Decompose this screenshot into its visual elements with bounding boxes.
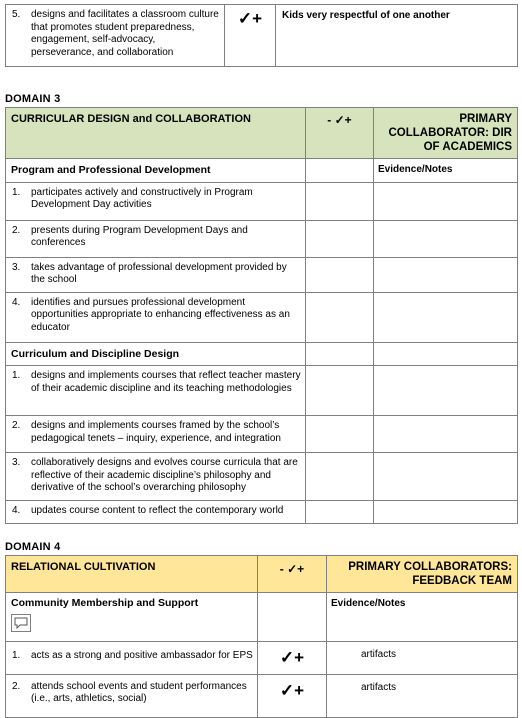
section-title-cell (6, 342, 306, 366)
domain3-scale: - ✓+ (327, 113, 352, 127)
table-row (6, 501, 306, 524)
notes-cell[interactable] (374, 453, 518, 501)
table-row (6, 292, 306, 342)
table-row (6, 220, 306, 257)
speech-bubble-icon[interactable] (11, 614, 31, 632)
rating-cell[interactable] (306, 220, 374, 257)
indicator-text: designs and facilitates a classroom culture that promotes student preparedness, engagement, self-advocacy, perseverance, and collaboration (31, 9, 219, 58)
note-text: Kids very respectful of one another (282, 10, 450, 21)
notes-cell[interactable] (374, 257, 518, 292)
table-row (6, 257, 306, 292)
section-title-cell (6, 593, 258, 642)
item-number: 2. (12, 680, 21, 692)
table-row (6, 416, 306, 453)
table-row (6, 366, 306, 416)
domain2-continuation-table (5, 4, 518, 67)
table-row (6, 641, 258, 674)
domain3-label: DOMAIN 3 (5, 93, 61, 105)
item-number: 4. (12, 296, 21, 308)
section-title: Program and Professional Development (11, 164, 211, 176)
rating-cell[interactable] (258, 674, 327, 717)
domain4-collaborator: PRIMARY COLLABORATORS: FEEDBACK TEAM (348, 561, 512, 587)
item-text: updates course content to reflect the contemporary world (31, 505, 284, 516)
item-text: presents during Program Development Days and conferences (31, 224, 248, 248)
evidence-notes-header: Evidence/Notes (378, 164, 453, 175)
item-number: 3. (12, 261, 21, 273)
section-title: Curriculum and Discipline Design (11, 347, 180, 360)
rating-cell[interactable] (306, 292, 374, 342)
item-number: 2. (12, 224, 21, 236)
indicator-cell (6, 5, 225, 67)
rating-cell[interactable] (306, 453, 374, 501)
section-rating-cell (306, 342, 374, 366)
rating-mark: ✓+ (237, 9, 263, 28)
item-text: takes advantage of professional development provided by the school (31, 261, 287, 285)
note-text: artifacts (361, 648, 397, 660)
domain3-table (5, 107, 518, 524)
item-number: 2. (12, 420, 21, 431)
domain4-collaborator-cell (327, 556, 518, 593)
section-rating-cell (306, 159, 374, 183)
item-text: identifies and pursues professional development opportunities appropriate to enhancing effectiveness as an educator (31, 296, 290, 333)
rating-mark: ✓+ (279, 680, 305, 700)
rating-cell[interactable] (306, 366, 374, 416)
item-text: designs and implements courses that reflect teacher mastery of their academic discipline and its teaching methodologies (31, 370, 301, 394)
item-number: 1. (12, 649, 21, 661)
domain3-title-cell (6, 108, 306, 159)
note-text: artifacts (361, 681, 397, 693)
notes-cell[interactable] (374, 292, 518, 342)
item-text: collaboratively designs and evolves course curricula that are reflective of their academic discipline’s philosophy and derivative of the school’s overarching philosophy (31, 457, 298, 493)
item-number: 3. (12, 457, 21, 468)
domain4-scale: - ✓+ (279, 562, 305, 576)
evidence-notes-header: Evidence/Notes (331, 598, 406, 609)
domain3-title: CURRICULAR DESIGN and COLLABORATION (11, 113, 251, 125)
section-notes-header-cell (374, 159, 518, 183)
table-row (6, 453, 306, 501)
domain3-scale-cell (306, 108, 374, 159)
item-number: 1. (12, 370, 21, 381)
table-row (6, 674, 258, 717)
section-title: Community Membership and Support (11, 597, 199, 609)
notes-cell[interactable] (327, 674, 518, 717)
domain4-title-cell (6, 556, 258, 593)
section-notes-cell (374, 342, 518, 366)
item-text: participates actively and constructively in Program Development Day activities (31, 186, 253, 210)
notes-cell[interactable] (327, 641, 518, 674)
rating-cell[interactable] (306, 257, 374, 292)
domain3-collaborator: PRIMARY COLLABORATOR: DIR OF ACADEMICS (388, 113, 512, 153)
rating-cell[interactable] (258, 641, 327, 674)
notes-cell[interactable] (374, 366, 518, 416)
table-row (6, 182, 306, 220)
item-number: 4. (12, 505, 21, 516)
rating-cell[interactable] (306, 182, 374, 220)
notes-cell[interactable] (374, 220, 518, 257)
domain4-scale-cell (258, 556, 327, 593)
indicator-number: 5. (12, 9, 21, 20)
notes-cell[interactable] (276, 5, 518, 67)
domain4-title: RELATIONAL CULTIVATION (11, 561, 156, 573)
item-text: attends school events and student performances (i.e., arts, athletics, social) (31, 680, 247, 704)
notes-cell[interactable] (374, 182, 518, 220)
notes-cell[interactable] (374, 501, 518, 524)
domain4-label: DOMAIN 4 (5, 541, 61, 553)
domain4-table (5, 555, 518, 718)
item-text: designs and implements courses framed by the school’s pedagogical tenets – inquiry, experience, and integration (31, 420, 281, 444)
rating-cell[interactable] (225, 5, 276, 67)
item-text: acts as a strong and positive ambassador for EPS (31, 649, 253, 661)
notes-cell[interactable] (374, 416, 518, 453)
domain3-collaborator-cell (374, 108, 518, 159)
section-notes-header-cell (327, 593, 518, 642)
rating-mark: ✓+ (279, 647, 305, 667)
section-rating-cell (258, 593, 327, 642)
rating-cell[interactable] (306, 416, 374, 453)
section-title-cell (6, 159, 306, 183)
rating-cell[interactable] (306, 501, 374, 524)
item-number: 1. (12, 186, 21, 198)
